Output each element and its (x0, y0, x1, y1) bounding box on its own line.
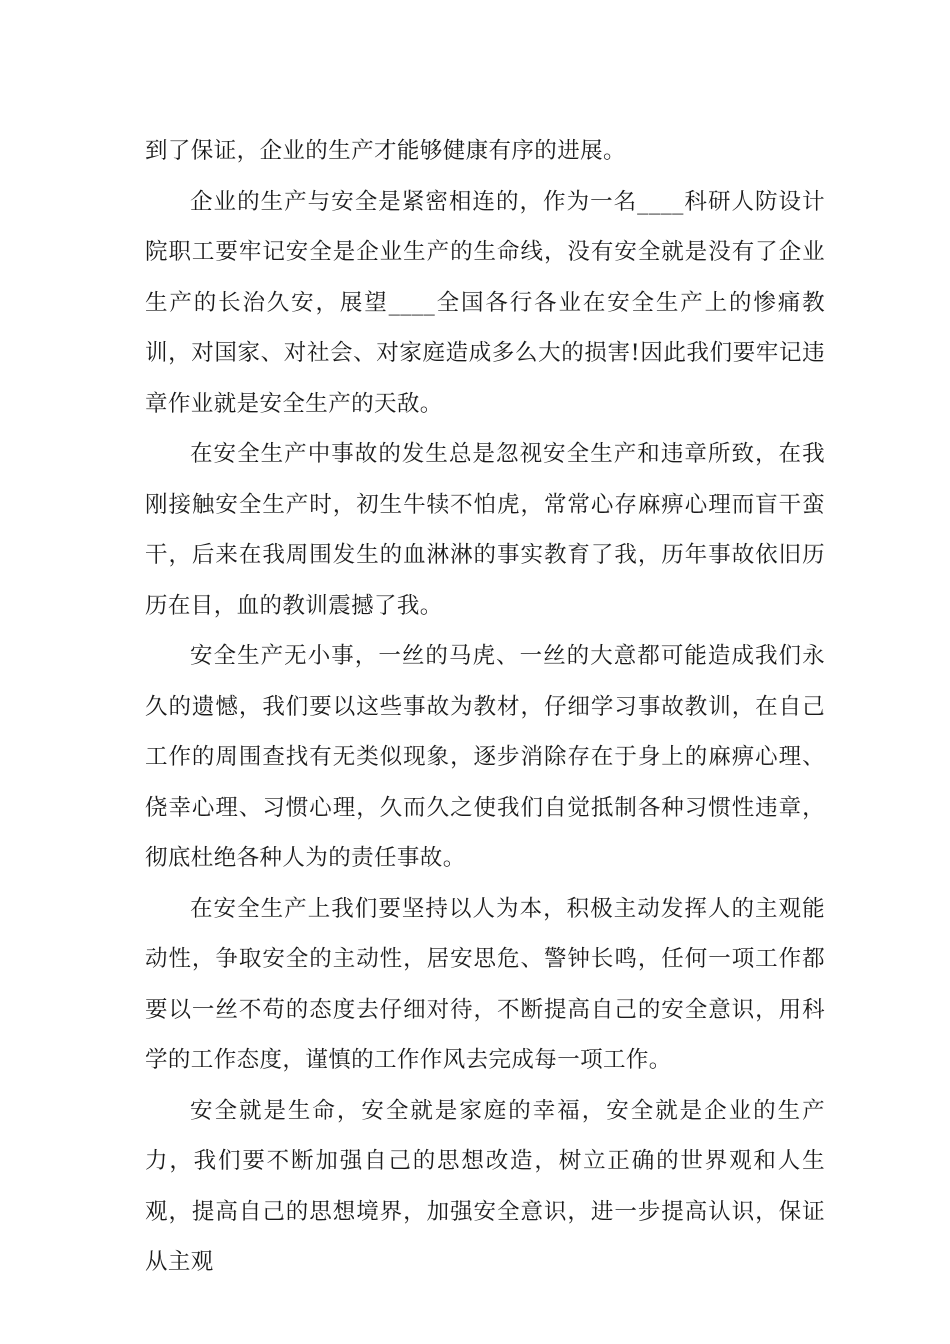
paragraph-3: 在安全生产中事故的发生总是忽视安全生产和违章所致，在我刚接触安全生产时，初生牛犊不怕虎，常常心存麻痹心理而盲干蛮干，后来在我周围发生的血淋淋的事实教育了我，历年事故依旧历历在目，血的教训震撼了我。 (145, 441, 825, 619)
document-body (145, 126, 825, 1288)
paragraph-1: 到了保证，企业的生产才能够健康有序的进展。 (145, 138, 626, 164)
paragraph-5: 在安全生产上我们要坚持以人为本，积极主动发挥人的主观能动性，争取安全的主动性，居安思危、警钟长鸣，任何一项工作都要以一丝不苟的态度去仔细对待，不断提高自己的安全意识，用科学的工作态度，谨慎的工作作风去完成每一项工作。 (145, 895, 825, 1073)
paragraph-6: 安全就是生命，安全就是家庭的幸福，安全就是企业的生产力，我们要不断加强自己的思想改造，树立正确的世界观和人生观，提高自己的思想境界，加强安全意识，进一步提高认识，保证从主观 (145, 1097, 825, 1275)
paragraph-4: 安全生产无小事，一丝的马虎、一丝的大意都可能造成我们永久的遗憾，我们要以这些事故为教材，仔细学习事故教训，在自己工作的周围查找有无类似现象，逐步消除存在于身上的麻痹心理、侥幸心理、习惯心理，久而久之使我们自觉抵制各种习惯性违章，彻底杜绝各种人为的责任事故。 (145, 643, 825, 871)
paragraph-2: 企业的生产与安全是紧密相连的，作为一名____科研人防设计院职工要牢记安全是企业生产的生命线，没有安全就是没有了企业生产的长治久安，展望____全国各行各业在安全生产上的惨痛教训，对国家、对社会、对家庭造成多么大的损害!因此我们要牢记违章作业就是安全生产的天敌。 (145, 188, 825, 417)
